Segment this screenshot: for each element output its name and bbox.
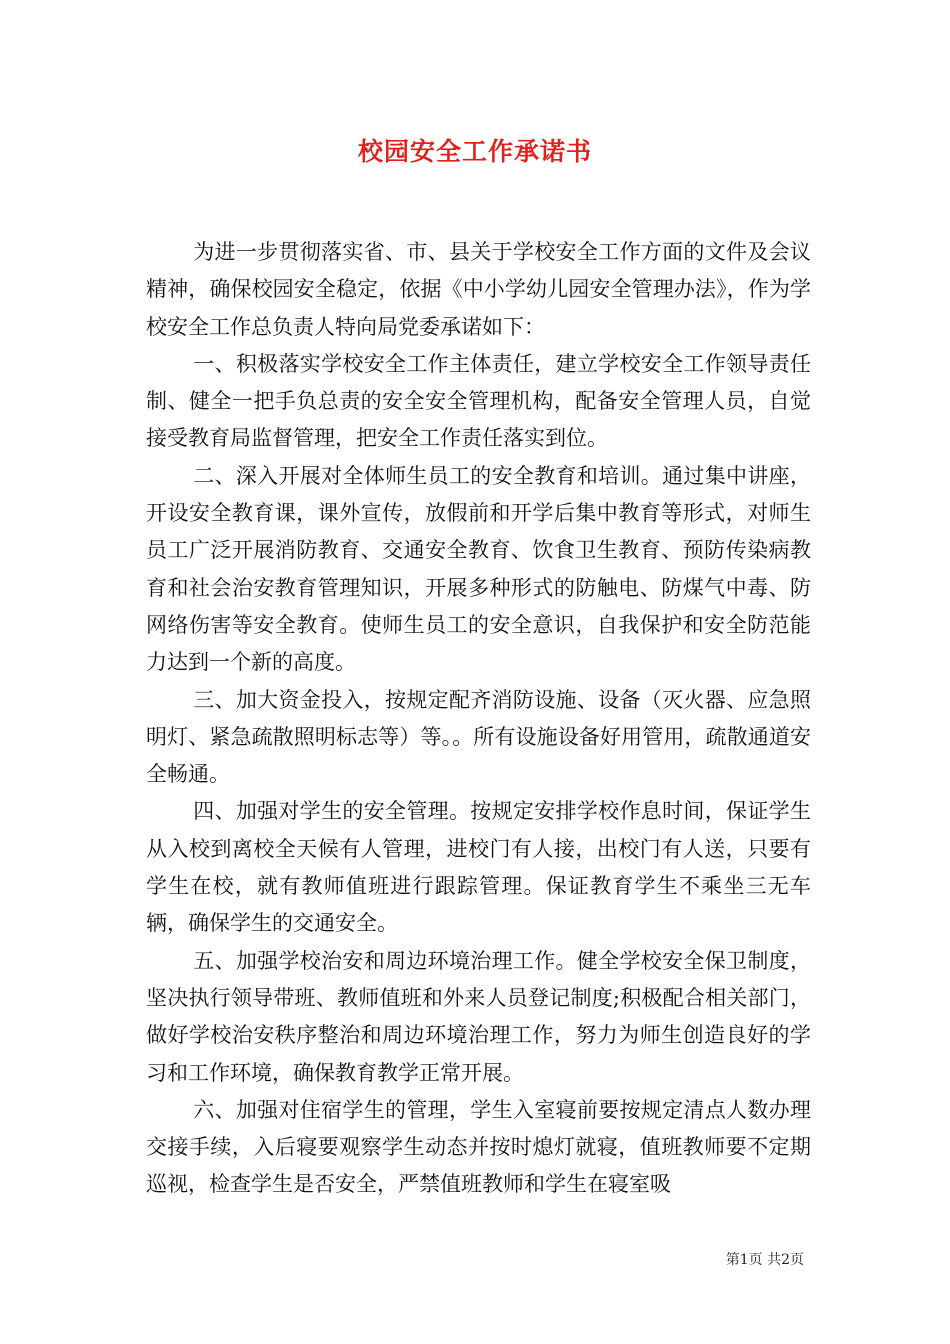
clause-4-paragraph: 四、加强对学生的安全管理。按规定安排学校作息时间，保证学生从入校到离校全天候有人管理，进校门有人接，出校门有人送，只要有学生在校，就有教师值班进行跟踪管理。保证教育学生不乘坐三无车辆，确保学生的交通安全。 [146,799,811,936]
document-body [146,234,811,1204]
document-title: 校园安全工作承诺书 [357,137,592,166]
clause-5-paragraph: 五、加强学校治安和周边环境治理工作。健全学校安全保卫制度，坚决执行领导带班、教师值班和外来人员登记制度;积极配合相关部门，做好学校治安秩序整治和周边环境治理工作，努力为师生创造良好的学习和工作环境，确保教育教学正常开展。 [146,948,811,1085]
intro-paragraph: 为进一步贯彻落实省、市、县关于学校安全工作方面的文件及会议精神，确保校园安全稳定，依据《中小学幼儿园安全管理办法》，作为学校安全工作总负责人特向局党委承诺如下： [146,240,811,339]
clause-3-paragraph: 三、加大资金投入，按规定配齐消防设施、设备（灭火器、应急照明灯、紧急疏散照明标志等）等。。所有设施设备好用管用，疏散通道安全畅通。 [146,687,811,787]
clause-6-paragraph: 六、加强对住宿学生的管理，学生入室寝前要按规定清点人数办理交接手续，入后寝要观察学生动态并按时熄灯就寝，值班教师要不定期巡视，检查学生是否安全，严禁值班教师和学生在寝室吸 [146,1097,811,1197]
clause-1-paragraph: 一、积极落实学校安全工作主体责任，建立学校安全工作领导责任制、健全一把手负总责的安全安全管理机构，配备安全管理人员，自觉接受教育局监督管理，把安全工作责任落实到位。 [146,351,811,451]
clause-2-paragraph: 二、深入开展对全体师生员工的安全教育和培训。通过集中讲座，开设安全教育课，课外宣传，放假前和开学后集中教育等形式，对师生员工广泛开展消防教育、交通安全教育、饮食卫生教育、预防传染病教育和社会治安教育管理知识，开展多种形式的防触电、防煤气中毒、防网络伤害等安全教育。使师生员工的安全意识，自我保护和安全防范能力达到一个新的高度。 [146,463,811,675]
page-number: 第1页 共2页 [725,1252,804,1268]
